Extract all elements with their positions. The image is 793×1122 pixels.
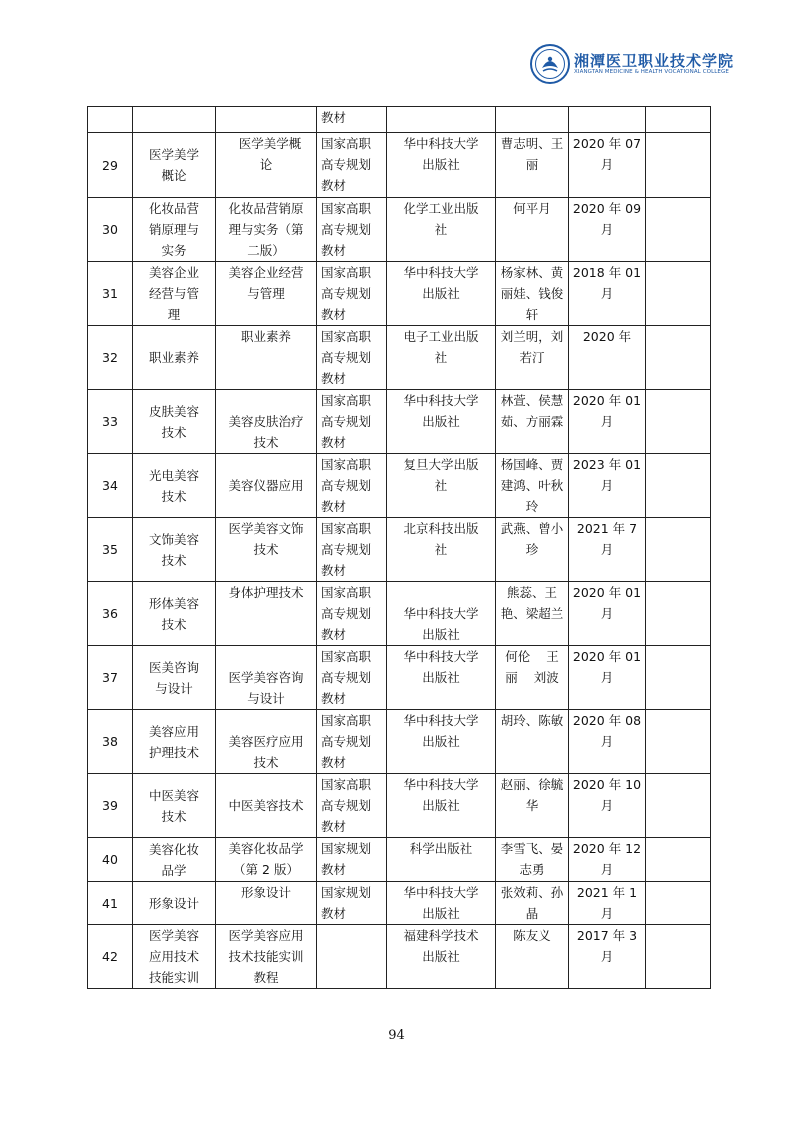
cell-course: 医美咨询 与设计 xyxy=(133,646,216,710)
cell-note xyxy=(646,454,711,518)
cell-no: 31 xyxy=(88,262,133,326)
cell-no: 33 xyxy=(88,390,133,454)
cell-date: 2021 年 1 月 xyxy=(569,882,646,925)
cell-course: 美容企业 经营与管 理 xyxy=(133,262,216,326)
cell-course: 医学美学 概论 xyxy=(133,133,216,198)
cell-date: 2020 年 10 月 xyxy=(569,774,646,838)
cell-author: 赵丽、徐毓 华 xyxy=(496,774,569,838)
cell-author: 杨家林、黄 丽娃、钱俊 轩 xyxy=(496,262,569,326)
cell-type: 国家高职 高专规划 教材 xyxy=(317,262,387,326)
cell-date: 2017 年 3 月 xyxy=(569,925,646,989)
cell-no: 41 xyxy=(88,882,133,925)
cell-publisher: 福建科学技术 出版社 xyxy=(387,925,496,989)
cell-date: 2020 年 01 月 xyxy=(569,582,646,646)
cell-note xyxy=(646,710,711,774)
college-name-cn: 湘潭医卫职业技术学院 xyxy=(574,52,735,70)
cell-author: 张效莉、孙 晶 xyxy=(496,882,569,925)
cell-textbook: 职业素养 xyxy=(216,326,317,390)
page-header xyxy=(530,44,735,84)
cell-author: 杨国峰、贾 建鸿、叶秋 玲 xyxy=(496,454,569,518)
cell-textbook: 美容仪器应用 xyxy=(216,454,317,518)
table-row xyxy=(88,582,711,646)
table-row xyxy=(88,262,711,326)
cell-note xyxy=(646,582,711,646)
cell-type: 国家高职 高专规划 教材 xyxy=(317,774,387,838)
cell-type: 国家高职 高专规划 教材 xyxy=(317,326,387,390)
cell-note xyxy=(646,646,711,710)
cell-course: 美容应用 护理技术 xyxy=(133,710,216,774)
cell-note xyxy=(646,518,711,582)
cell-publisher: 华中科技大学 出版社 xyxy=(387,133,496,198)
cell-textbook: 美容化妆品学 （第 2 版） xyxy=(216,838,317,882)
cell-course: 皮肤美容 技术 xyxy=(133,390,216,454)
table-row xyxy=(88,133,711,198)
cell-publisher: 北京科技出版 社 xyxy=(387,518,496,582)
table-row xyxy=(88,198,711,262)
cell-textbook: 形象设计 xyxy=(216,882,317,925)
continuation-row xyxy=(88,107,711,133)
table-row xyxy=(88,882,711,925)
cell-no: 38 xyxy=(88,710,133,774)
cell-no: 34 xyxy=(88,454,133,518)
cell-publisher: 华中科技大学 出版社 xyxy=(387,646,496,710)
cell-no: 42 xyxy=(88,925,133,989)
cell-textbook: 医学美容咨询 与设计 xyxy=(216,646,317,710)
table-row xyxy=(88,925,711,989)
cell-author: 李雪飞、晏 志勇 xyxy=(496,838,569,882)
cell-textbook: 化妆品营销原 理与实务（第 二版） xyxy=(216,198,317,262)
cell-no: 29 xyxy=(88,133,133,198)
cell-textbook: 美容医疗应用 技术 xyxy=(216,710,317,774)
cell-author: 何伦 王 丽 刘波 xyxy=(496,646,569,710)
cell-date: 2020 年 01 月 xyxy=(569,646,646,710)
cell-no: 40 xyxy=(88,838,133,882)
cell-author: 熊蕊、王 艳、梁超兰 xyxy=(496,582,569,646)
cell-author: 陈友义 xyxy=(496,925,569,989)
table-row xyxy=(88,774,711,838)
cell-publisher: 华中科技大学 出版社 xyxy=(387,774,496,838)
cell-date: 2021 年 7 月 xyxy=(569,518,646,582)
cell-type: 国家高职 高专规划 教材 xyxy=(317,582,387,646)
cell-course: 医学美容 应用技术 技能实训 xyxy=(133,925,216,989)
cell-author: 林萱、侯慧 茹、方丽霖 xyxy=(496,390,569,454)
cell-note xyxy=(646,838,711,882)
cell-type: 国家高职 高专规划 教材 xyxy=(317,390,387,454)
cell-no: 37 xyxy=(88,646,133,710)
cell-no: 35 xyxy=(88,518,133,582)
cell-publisher: 复旦大学出版 社 xyxy=(387,454,496,518)
college-name-en: XIANGTAN MEDICINE & HEALTH VOCATIONAL COLLEGE xyxy=(574,69,729,75)
cell-no: 32 xyxy=(88,326,133,390)
cell-date: 2018 年 01 月 xyxy=(569,262,646,326)
table-row xyxy=(88,454,711,518)
cell-note xyxy=(646,882,711,925)
cell-type: 教材 xyxy=(317,107,387,133)
cell-author: 胡玲、陈敏 xyxy=(496,710,569,774)
cell-type: 国家高职 高专规划 教材 xyxy=(317,454,387,518)
cell-note xyxy=(646,326,711,390)
cell-date: 2020 年 xyxy=(569,326,646,390)
cell-type: 国家高职 高专规划 教材 xyxy=(317,133,387,198)
cell-author: 曹志明、王 丽 xyxy=(496,133,569,198)
cell-course: 中医美容 技术 xyxy=(133,774,216,838)
cell-type xyxy=(317,925,387,989)
table-row xyxy=(88,518,711,582)
cell-note xyxy=(646,262,711,326)
cell-textbook: 中医美容技术 xyxy=(216,774,317,838)
cell-author: 武燕、曾小 珍 xyxy=(496,518,569,582)
cell-author: 何平月 xyxy=(496,198,569,262)
college-seal-icon xyxy=(530,44,570,84)
cell-note xyxy=(646,133,711,198)
cell-publisher: 华中科技大学 出版社 xyxy=(387,882,496,925)
cell-note xyxy=(646,774,711,838)
cell-type: 国家规划 教材 xyxy=(317,838,387,882)
cell-type: 国家规划 教材 xyxy=(317,882,387,925)
cell-date: 2023 年 01 月 xyxy=(569,454,646,518)
cell-type: 国家高职 高专规划 教材 xyxy=(317,518,387,582)
table-row xyxy=(88,710,711,774)
cell-textbook: 身体护理技术 xyxy=(216,582,317,646)
table-row xyxy=(88,390,711,454)
cell-date: 2020 年 01 月 xyxy=(569,390,646,454)
cell-type: 国家高职 高专规划 教材 xyxy=(317,710,387,774)
cell-publisher: 电子工业出版 社 xyxy=(387,326,496,390)
cell-course: 文饰美容 技术 xyxy=(133,518,216,582)
cell-note xyxy=(646,925,711,989)
cell-date: 2020 年 12 月 xyxy=(569,838,646,882)
textbook-table xyxy=(87,106,711,989)
cell-type: 国家高职 高专规划 教材 xyxy=(317,646,387,710)
cell-no: 30 xyxy=(88,198,133,262)
cell-no: 36 xyxy=(88,582,133,646)
cell-author: 刘兰明，刘 若汀 xyxy=(496,326,569,390)
cell-textbook: 医学美学概 论 xyxy=(216,133,317,198)
cell-publisher: 华中科技大学 出版社 xyxy=(387,262,496,326)
cell-type: 国家高职 高专规划 教材 xyxy=(317,198,387,262)
page-number: 94 xyxy=(388,1028,405,1043)
cell-no: 39 xyxy=(88,774,133,838)
cell-textbook: 医学美容文饰 技术 xyxy=(216,518,317,582)
table-row xyxy=(88,646,711,710)
table-row xyxy=(88,326,711,390)
cell-course: 化妆品营 销原理与 实务 xyxy=(133,198,216,262)
cell-date: 2020 年 08 月 xyxy=(569,710,646,774)
cell-course: 美容化妆 品学 xyxy=(133,838,216,882)
cell-course: 光电美容 技术 xyxy=(133,454,216,518)
cell-publisher: 化学工业出版 社 xyxy=(387,198,496,262)
cell-publisher: 华中科技大学 出版社 xyxy=(387,582,496,646)
cell-textbook: 美容企业经营 与管理 xyxy=(216,262,317,326)
cell-textbook: 医学美容应用 技术技能实训 教程 xyxy=(216,925,317,989)
cell-publisher: 华中科技大学 出版社 xyxy=(387,710,496,774)
cell-textbook: 美容皮肤治疗 技术 xyxy=(216,390,317,454)
cell-course: 职业素养 xyxy=(133,326,216,390)
cell-course: 形象设计 xyxy=(133,882,216,925)
cell-date: 2020 年 07 月 xyxy=(569,133,646,198)
table-row xyxy=(88,838,711,882)
cell-date: 2020 年 09 月 xyxy=(569,198,646,262)
cell-course: 形体美容 技术 xyxy=(133,582,216,646)
cell-note xyxy=(646,390,711,454)
cell-note xyxy=(646,198,711,262)
cell-publisher: 科学出版社 xyxy=(387,838,496,882)
cell-publisher: 华中科技大学 出版社 xyxy=(387,390,496,454)
